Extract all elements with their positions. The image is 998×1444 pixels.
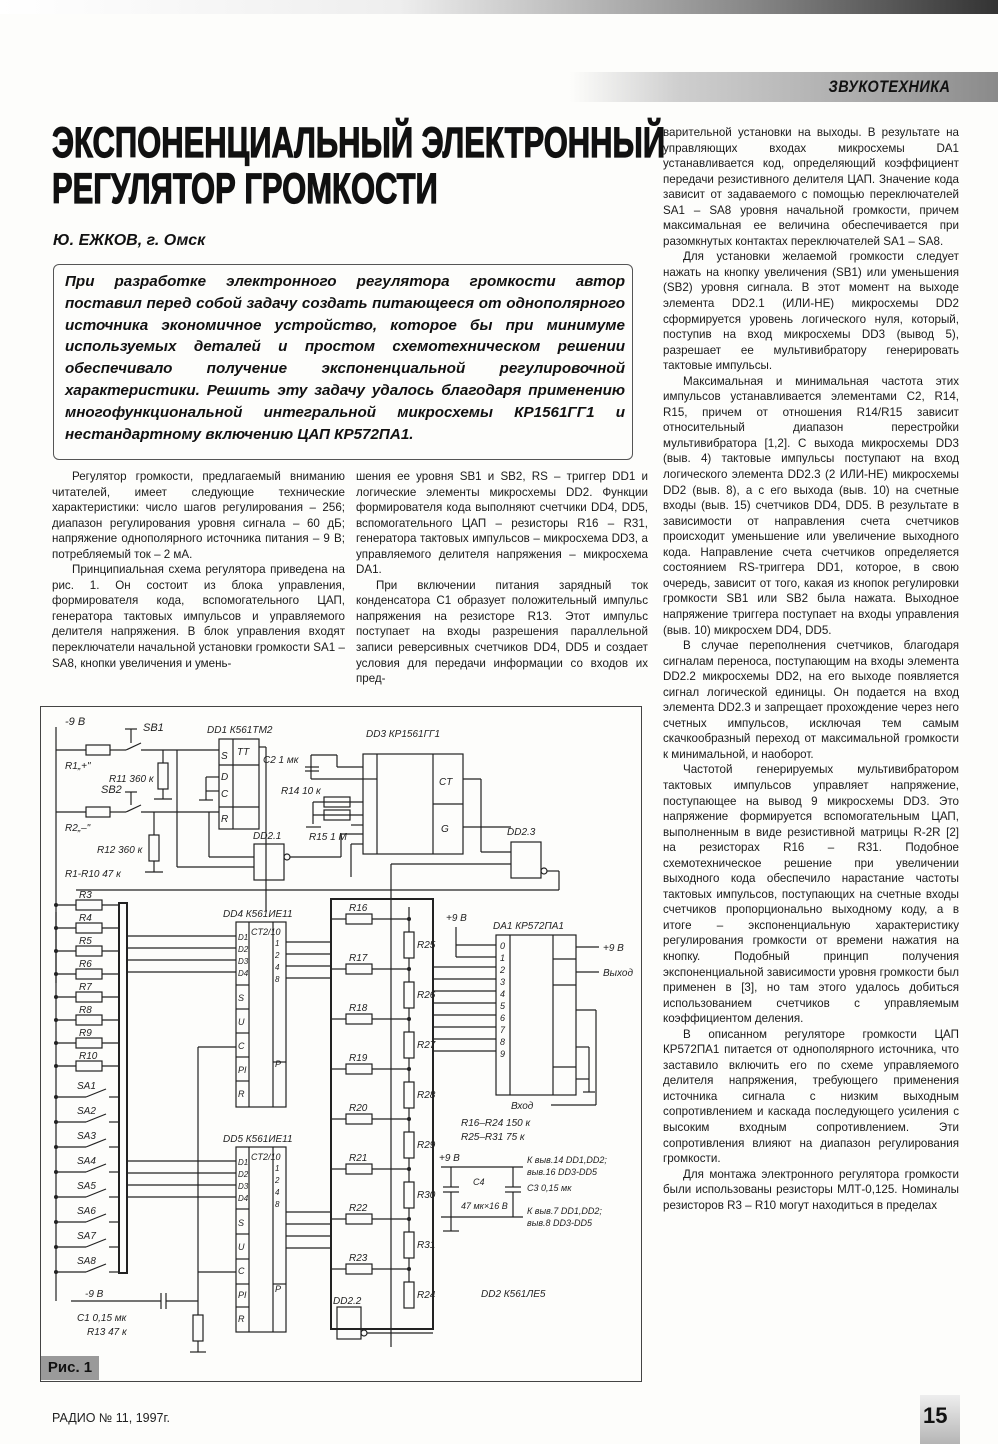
label-vyhod: Выход <box>603 968 634 979</box>
junction-dot <box>54 1195 58 1199</box>
resistor-r3 <box>76 900 102 910</box>
junction-dot <box>54 1145 58 1149</box>
title-line-1: ЭКСПОНЕНЦИАЛЬНЫЙ ЭЛЕКТРОННЫЙ <box>52 119 666 167</box>
dd5-pin-label: D2 <box>238 1170 249 1179</box>
junction-dot <box>407 967 411 971</box>
junction-dot <box>54 1064 58 1068</box>
label-sa8: SA8 <box>77 1256 96 1267</box>
resistor-r28 <box>404 1082 414 1108</box>
label-c1: C1 0,15 мк <box>77 1313 127 1324</box>
dd4-out-label: P <box>275 1059 282 1069</box>
dd5-out-label: P <box>275 1284 282 1294</box>
pin-ct: CT <box>439 777 453 788</box>
text-column-3 <box>663 125 959 1213</box>
label-sa4: SA4 <box>77 1156 96 1167</box>
dd5-pin-label: D4 <box>238 1194 249 1203</box>
dd4-pin-label: R <box>238 1089 245 1099</box>
dd4-out-label: 8 <box>275 975 280 984</box>
label-r31: R31 <box>417 1240 436 1251</box>
junction-dot <box>407 917 411 921</box>
resistor-r8 <box>76 1015 102 1025</box>
paragraph: При включении питания зарядный ток конденсатора C1 образует положительный импульс напряжения на резисторе R13. Этот импульс поступает на входы разрешения параллельной записи реверсивных счетчиков DD4, DD5 и создает условия для передачи информации со входов их пред- <box>356 578 648 686</box>
da1-pin-label: 7 <box>500 1025 506 1035</box>
resistor-r30 <box>404 1182 414 1208</box>
label-r7: R7 <box>79 982 92 993</box>
junction-dot <box>407 1017 411 1021</box>
dd4-pin-label: U <box>238 1017 245 1027</box>
resistor-r27 <box>404 1032 414 1058</box>
dd5-pin-label: C <box>238 1266 245 1276</box>
label-r10: R10 <box>79 1051 98 1062</box>
abstract-text: При разработке электронного регулятора громкости автор поставил перед собой задачу создать питающееся от однополярного источника экономичное устройство, которое бы при минимуме используемых деталей и простом схемотехническом решении обеспечивало получение экспоненциальной регулировочной характеристики. Решить эту задачу удалось благодаря применению многофункциональной интегральной микросхемы КР1561ГГ1 и нестандартному включению ЦАП КР572ПА1. <box>65 273 625 443</box>
label-minus9-bottom: -9 В <box>85 1289 104 1300</box>
label-r6: R6 <box>79 959 92 970</box>
label-r3: R3 <box>79 890 92 901</box>
label-dd3: DD3 КР1561ГГ1 <box>366 729 441 740</box>
label-dd5: DD5 К561ИЕ11 <box>223 1134 293 1145</box>
text-column-2 <box>356 469 648 687</box>
dd4-pin-label: S <box>238 993 245 1003</box>
schematic-labels <box>65 716 633 1338</box>
resistor-r10 <box>76 1061 102 1071</box>
junction-dot <box>407 1167 411 1171</box>
label-r17: R17 <box>349 953 368 964</box>
label-c3: C3 0,15 мк <box>527 1183 572 1193</box>
page-number: 15 <box>923 1403 948 1428</box>
label-r18: R18 <box>349 1003 368 1014</box>
pin-c: C <box>221 789 229 800</box>
label-dd2-1: DD2.1 <box>253 831 282 842</box>
label-r23: R23 <box>349 1253 368 1264</box>
label-vhod: Вход <box>511 1101 534 1112</box>
resistor-r18 <box>346 1014 372 1024</box>
dd4-pin-label: PI <box>238 1065 247 1075</box>
resistor-r22 <box>346 1214 372 1224</box>
label-r22: R22 <box>349 1203 368 1214</box>
label-r9: R9 <box>79 1028 92 1039</box>
da1-pin-label: 9 <box>500 1049 506 1059</box>
junction-dot <box>407 1267 411 1271</box>
resistor-r24 <box>404 1282 414 1308</box>
label-r1-r10: R1-R10 47 к <box>65 869 121 880</box>
label-supply-minus: -9 В <box>65 716 86 728</box>
label-dd2-3: DD2.3 <box>507 827 536 838</box>
junction-dot <box>54 903 58 907</box>
article-title <box>52 119 666 213</box>
resistor-r31 <box>404 1232 414 1258</box>
resistor-r11 <box>158 763 168 789</box>
schematic-figure <box>40 706 642 1382</box>
resistor-r21 <box>346 1164 372 1174</box>
junction-dot <box>54 1018 58 1022</box>
label-plus9-power: +9 В <box>439 1153 460 1164</box>
schematic-diagram <box>41 707 641 1381</box>
label-c4-value: 47 мк×16 В <box>461 1201 508 1211</box>
paragraph: Регулятор громкости, предлагаемый вниманию читателей, имеет следующие технические характеристики: число шагов регулирования – 256; диапазон регулирования уровня сигнала – 60 дБ; напряжение однополярного источника питания – 9 В; потребляемый ток – 2 мА. <box>52 470 345 561</box>
label-note2a: К выв.7 DD1,DD2; <box>527 1206 602 1216</box>
section-title: ЗВУКОТЕХНИКА <box>828 77 950 96</box>
label-note1a: К выв.14 DD1,DD2; <box>527 1155 607 1165</box>
resistor-r6 <box>76 969 102 979</box>
da1-pin-label: 5 <box>500 1001 506 1011</box>
label-r1: R1„+" <box>65 761 91 772</box>
paragraph: шения ее уровня SB1 и SB2, RS – триггер DD1 и логические элементы микросхемы DD2. Функции формирователя кода выполняют счетчики DD4, DD5, вспомогательного ЦАП – резисторы R16 – R31, генератора тактовых импульсов – микросхема DD3, а управляемого делителя напряжения – микросхема DA1. <box>356 470 648 577</box>
dd5-pin-label: S <box>238 1218 245 1228</box>
label-r29: R29 <box>417 1140 436 1151</box>
dd4-pin-label: D4 <box>238 969 249 978</box>
label-sb2: SB2 <box>101 784 122 796</box>
dd5-pin-label: U <box>238 1242 245 1252</box>
resistor-r29 <box>404 1132 414 1158</box>
resistor-r4 <box>76 923 102 933</box>
label-r5: R5 <box>79 936 92 947</box>
top-scan-band <box>0 0 998 14</box>
label-plus9-da1: +9 В <box>446 913 467 924</box>
da1-pin-label: 0 <box>500 941 506 951</box>
dd5-out-label: 4 <box>275 1188 280 1197</box>
pin-d: D <box>221 772 229 783</box>
label-sa6: SA6 <box>77 1206 96 1217</box>
label-r2: R2„–" <box>65 823 91 834</box>
resistor-r1 <box>86 745 110 755</box>
junction-dot <box>54 1245 58 1249</box>
dd5-pin-label: R <box>238 1314 245 1324</box>
label-sa3: SA3 <box>77 1131 96 1142</box>
paragraph: В случае переполнения счетчиков, благодаря сигналам переноса, поступающим на входы элемента DD2.2 микросхемы DD2, на его выходе появляется сигнал логической единицы. Он подается на вход элемента DD2.3 и запрещает прохождение через него счетных импульсов, исключая тем самым скачкообразный переход от максимальной громкости к минимальной, и наоборот. <box>663 639 959 761</box>
schematic-wires <box>56 727 599 1352</box>
junction-dot <box>407 1067 411 1071</box>
label-r27: R27 <box>417 1040 436 1051</box>
gate-dd2-1 <box>254 844 284 880</box>
label-r8: R8 <box>79 1005 92 1016</box>
junction-dot <box>54 1220 58 1224</box>
da1-pin-label: 8 <box>500 1037 506 1047</box>
label-r25-r31: R25–R31 75 к <box>461 1132 525 1143</box>
dd4-out-label: 4 <box>275 963 280 972</box>
label-c4: C4 <box>473 1177 485 1187</box>
paragraph: варительной установки на выходы. В результате на управляющих входах микросхемы DA1 устанавливается код, определяющий коэффициент передачи резистивного делителя ЦАП. Значение кода зависит от задаваемого с помощью переключателей SA1 – SA8 уровня начальной громкости, причем максимальная ее величина обеспечивается при разомкнутых контактах переключателей SA1 – SA8. <box>663 126 959 248</box>
da1-pin-label: 3 <box>500 977 506 987</box>
pin-g: G <box>441 824 449 835</box>
label-sa7: SA7 <box>77 1231 96 1242</box>
resistor-r13 <box>193 1315 203 1341</box>
label-sa5: SA5 <box>77 1181 96 1192</box>
paragraph: Частотой генерируемых мультивибратором тактовых импульсов управляет напряжение, поступающее на вывод 9 микросхемы DD3. Это напряжение формируется вспомогательным ЦАП, выполненным в виде резистивной матрицы R-2R [2] на резисторах R16 – R31. Подобное схемотехническое решение при увеличении выходного кода обеспечило нарастание частоты тактовых импульсов, поступающих на счетные входы счетчиков пропорционально выходному коду, а в итоге – экспоненциальную характеристику регулирования громкости от времени нажатия на кнопку. Подобный принцип получения экспоненциальной зависимости уровня громкости был применен в [3], но там этого удалось добиться использованием счетчиков с управляемым коэффициентом деления. <box>663 763 959 1026</box>
gate-dd2-2 <box>337 1307 361 1339</box>
page-number-tab <box>920 1395 960 1444</box>
resistor-r12 <box>149 835 159 861</box>
junction-dot <box>54 995 58 999</box>
label-plus9-out: +9 В <box>603 943 624 954</box>
label-sa1: SA1 <box>77 1081 96 1092</box>
label-sa2: SA2 <box>77 1106 96 1117</box>
label-r13: R13 47 к <box>87 1327 127 1338</box>
label-r12: R12 360 к <box>97 845 143 856</box>
pin-r: R <box>221 814 229 825</box>
paragraph: Принципиальная схема регулятора приведена на рис. 1. Он состоит из блока управления, формирователя кода, вспомогательного ЦАП, генератора тактовых импульсов и управляемого делителя напряжения. В блок управления входят переключатели начальной установки громкости SA1 – SA8, кнопки увеличения и умень- <box>52 563 345 670</box>
junction-dot <box>407 1117 411 1121</box>
junction-dot <box>54 1120 58 1124</box>
gate-dd2-3 <box>511 842 541 878</box>
text-column-1 <box>52 469 345 671</box>
junction-dot <box>54 949 58 953</box>
label-r24: R24 <box>417 1290 436 1301</box>
dd5-pin-label: PI <box>238 1290 247 1300</box>
resistor-r23 <box>346 1264 372 1274</box>
label-r26: R26 <box>417 990 436 1001</box>
abstract-box <box>53 264 633 460</box>
resistor-r2 <box>86 807 110 817</box>
label-r16-r24: R16–R24 150 к <box>461 1118 531 1129</box>
dd4-pin-label: D1 <box>238 933 249 942</box>
resistor-r19 <box>346 1064 372 1074</box>
resistor-r7 <box>76 992 102 1002</box>
da1-pin-label: 6 <box>500 1013 506 1023</box>
label-dd4-ctr: CT2/10 <box>251 927 281 937</box>
dd5-out-label: 8 <box>275 1200 280 1209</box>
label-dd4: DD4 К561ИЕ11 <box>223 909 293 920</box>
dd5-out-label: 1 <box>275 1164 280 1173</box>
label-dd2-2: DD2.2 <box>333 1296 362 1307</box>
junction-dot <box>54 1270 58 1274</box>
label-r11: R11 360 к <box>109 774 154 785</box>
junction-dot <box>407 1217 411 1221</box>
label-note1b: выв.16 DD3-DD5 <box>527 1167 598 1177</box>
bus-left <box>119 903 127 1273</box>
label-r30: R30 <box>417 1190 436 1201</box>
dd4-pin-label: D2 <box>238 945 249 954</box>
junction-dot <box>54 926 58 930</box>
paragraph: Для установки желаемой громкости следует нажать на кнопку увеличения (SB1) или уменьшения (SB2) уровня сигнала. В этот момент на выходе элемента DD2.1 (ИЛИ-НЕ) микросхемы DD2 сформируется уровень логического нуля, который, поступив на вход микросхемы DD3 (вывод 5), разрешает ее мультивибратору генерировать тактовые импульсы. <box>663 250 959 373</box>
footer-journal: РАДИО № 11, 1997г. <box>52 1411 171 1425</box>
da1-pin-label: 2 <box>500 965 506 975</box>
label-da1: DA1 КР572ПА1 <box>493 921 564 932</box>
label-r25: R25 <box>417 940 436 951</box>
label-dd5-ctr: CT2/10 <box>251 1152 281 1162</box>
junction-dot <box>54 1041 58 1045</box>
label-note2b: выв.8 DD3-DD5 <box>527 1218 593 1228</box>
junction-dot <box>54 972 58 976</box>
dd5-pin-label: D3 <box>238 1182 249 1191</box>
resistor-r9 <box>76 1038 102 1048</box>
resistor-r5 <box>76 946 102 956</box>
paragraph: Максимальная и минимальная частота этих импульсов устанавливается элементами C2, R14, R15, причем от отношения R14/R15 зависит относительный диапазон перестройки мультивибратора [1,2]. С выхода микросхемы DD3 (выв. 4) тактовые импульсы поступают на вход логического элемента DD2.3 (2 ИЛИ-НЕ) микросхемы DD2 (выв. 8), а с его выхода (выв. 10) на счетные входы (выв. 15) счетчиков DD4, DD5. В результате в зависимости от направления счета счетчиков происходит уменьшение или увеличение выходного кода. Направление счета счетчиков определяется состоянием RS-триггера DD1, которое, в свою очередь, зависит от того, какая из кнопок регулировки громкости SB1 или SB2 была нажата. Выходное напряжение триггера поступает на входы управления (выв. 10) микросхем DD4, DD5. <box>663 374 959 637</box>
label-r21: R21 <box>349 1153 368 1164</box>
title-line-2: РЕГУЛЯТОР ГРОМКОСТИ <box>52 165 438 213</box>
label-dd1: DD1 К561ТМ2 <box>207 725 273 736</box>
dd4-out-label: 1 <box>275 939 280 948</box>
dd4-pin-label: D3 <box>238 957 249 966</box>
figure-caption: Рис. 1 <box>41 1356 99 1380</box>
dd5-out-label: 2 <box>275 1176 280 1185</box>
paragraph: Для монтажа электронного регулятора громкости были использованы резисторы МЛТ-0,125. Номиналы резисторов R3 – R10 могут находиться в пределах <box>663 1167 959 1212</box>
resistor-r26 <box>404 982 414 1008</box>
resistor-r16 <box>346 914 372 924</box>
section-header <box>570 72 998 102</box>
pin-s: S <box>221 751 228 762</box>
da1-pin-label: 4 <box>500 989 506 999</box>
resistor-r25 <box>404 932 414 958</box>
dd5-pin-label: D1 <box>238 1158 249 1167</box>
label-r20: R20 <box>349 1103 368 1114</box>
label-dd1-tt: TT <box>237 747 250 758</box>
label-r4: R4 <box>79 913 92 924</box>
label-r28: R28 <box>417 1090 436 1101</box>
article-author: Ю. ЕЖКОВ, г. Омск <box>53 232 206 249</box>
label-r19: R19 <box>349 1053 368 1064</box>
junction-dot <box>54 1095 58 1099</box>
junction-dot <box>54 1170 58 1174</box>
label-r14: R14 10 к <box>281 786 321 797</box>
label-dd2: DD2 К561ЛЕ5 <box>481 1289 546 1300</box>
dd4-pin-label: C <box>238 1041 245 1051</box>
label-r16: R16 <box>349 903 368 914</box>
resistor-r20 <box>346 1114 372 1124</box>
label-r15: R15 1 М <box>309 832 347 843</box>
label-c2: C2 1 мк <box>263 755 299 766</box>
da1-pin-label: 1 <box>500 953 506 963</box>
dd4-out-label: 2 <box>275 951 280 960</box>
resistor-r17 <box>346 964 372 974</box>
paragraph: В описанном регуляторе громкости ЦАП КР572ПА1 питается от однополярного источника, что заставило включить его по схеме управляемого делителя напряжения, требующего применения источника сигнала с низким выходным сопротивлением и каскада последующего усиления с высоким входным сопротивлением. Эти сопротивления влияют на диапазон регулирования громкости. <box>663 1027 959 1166</box>
label-sb1: SB1 <box>143 722 164 734</box>
